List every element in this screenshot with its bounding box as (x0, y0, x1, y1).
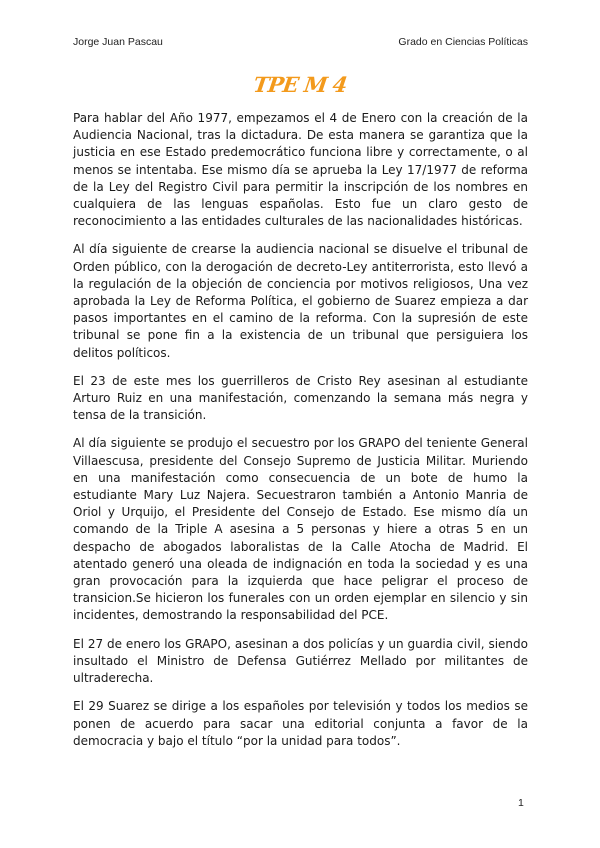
paragraph: El 27 de enero los GRAPO, asesinan a dos policías y un guardia civil, siendo insultado el Ministro de Defensa Gutiérrez Mellado por militantes de ultraderecha. (73, 636, 528, 686)
paragraph: Para hablar del Año 1977, empezamos el 4 de Enero con la creación de la Audiencia Nacional, tras la dictadura. De esta manera se garantiza que la justicia en ese Estado predemocrático funciona libre y correctamente, o al menos se intentaba. Ese mismo día se aprueba la Ley 17/1977 de reforma de la Ley del Registro Civil para permitir la inscripción de los nombres en cualquiera de las lenguas españolas. Esto fue un claro gesto de reconocimiento a las entidades culturales de las nacionalidades históricas. (73, 111, 528, 229)
paragraph: El 29 Suarez se dirige a los españoles por televisión y todos los medios se ponen de acuerdo para sacar una editorial conjunta a favor de la democracia y bajo el título “por la unidad para todos”. (73, 699, 528, 748)
page-header (73, 36, 528, 50)
header-author: Jorge Juan Pascau (73, 36, 163, 48)
document-body (73, 110, 528, 761)
document-title: TPE M 4 (251, 72, 349, 97)
paragraph: El 23 de este mes los guerrilleros de Cristo Rey asesinan al estudiante Arturo Ruiz en una manifestación, comenzando la semana más negra y tensa de la transición. (73, 373, 528, 423)
header-course: Grado en Ciencias Políticas (398, 36, 528, 48)
page-number: 1 (518, 797, 524, 809)
paragraph: Al día siguiente se produjo el secuestro por los GRAPO del teniente General Villaescusa, presidente del Consejo Supremo de Justicia Militar. Muriendo en una manifestación como consecuencia de un bote de humo la estudiante Mary Luz Najera. Secuestraron también a Antonio Manria de Oriol y Urquijo, el Presidente del Consejo de Estado. Ese mismo día un comando de la Triple A asesina a 5 personas y hiere a otras 5 en un despacho de abogados laboralistas de la Calle Atocha de Madrid. El atentado generó una oleada de indignación en toda la sociedad y es una gran provocación para la izquierda que hace peligrar el proceso de transicion.Se hicieron los funerales con un orden ejemplar en silencio y sin incidentes, demostrando la responsabilidad del PCE. (73, 436, 528, 623)
paragraph: Al día siguiente de crearse la audiencia nacional se disuelve el tribunal de Orden público, con la derogación de decreto-Ley antiterrorista, esto llevó a la regulación de la objeción de conciencia por motivos religiosos, Una vez aprobada la Ley de Reforma Política, el gobierno de Suarez empieza a dar pasos importantes en el camino de la reforma. Con la supresión de este tribunal se pone fin a la existencia de un tribunal que persiguiera los delitos políticos. (73, 242, 528, 360)
